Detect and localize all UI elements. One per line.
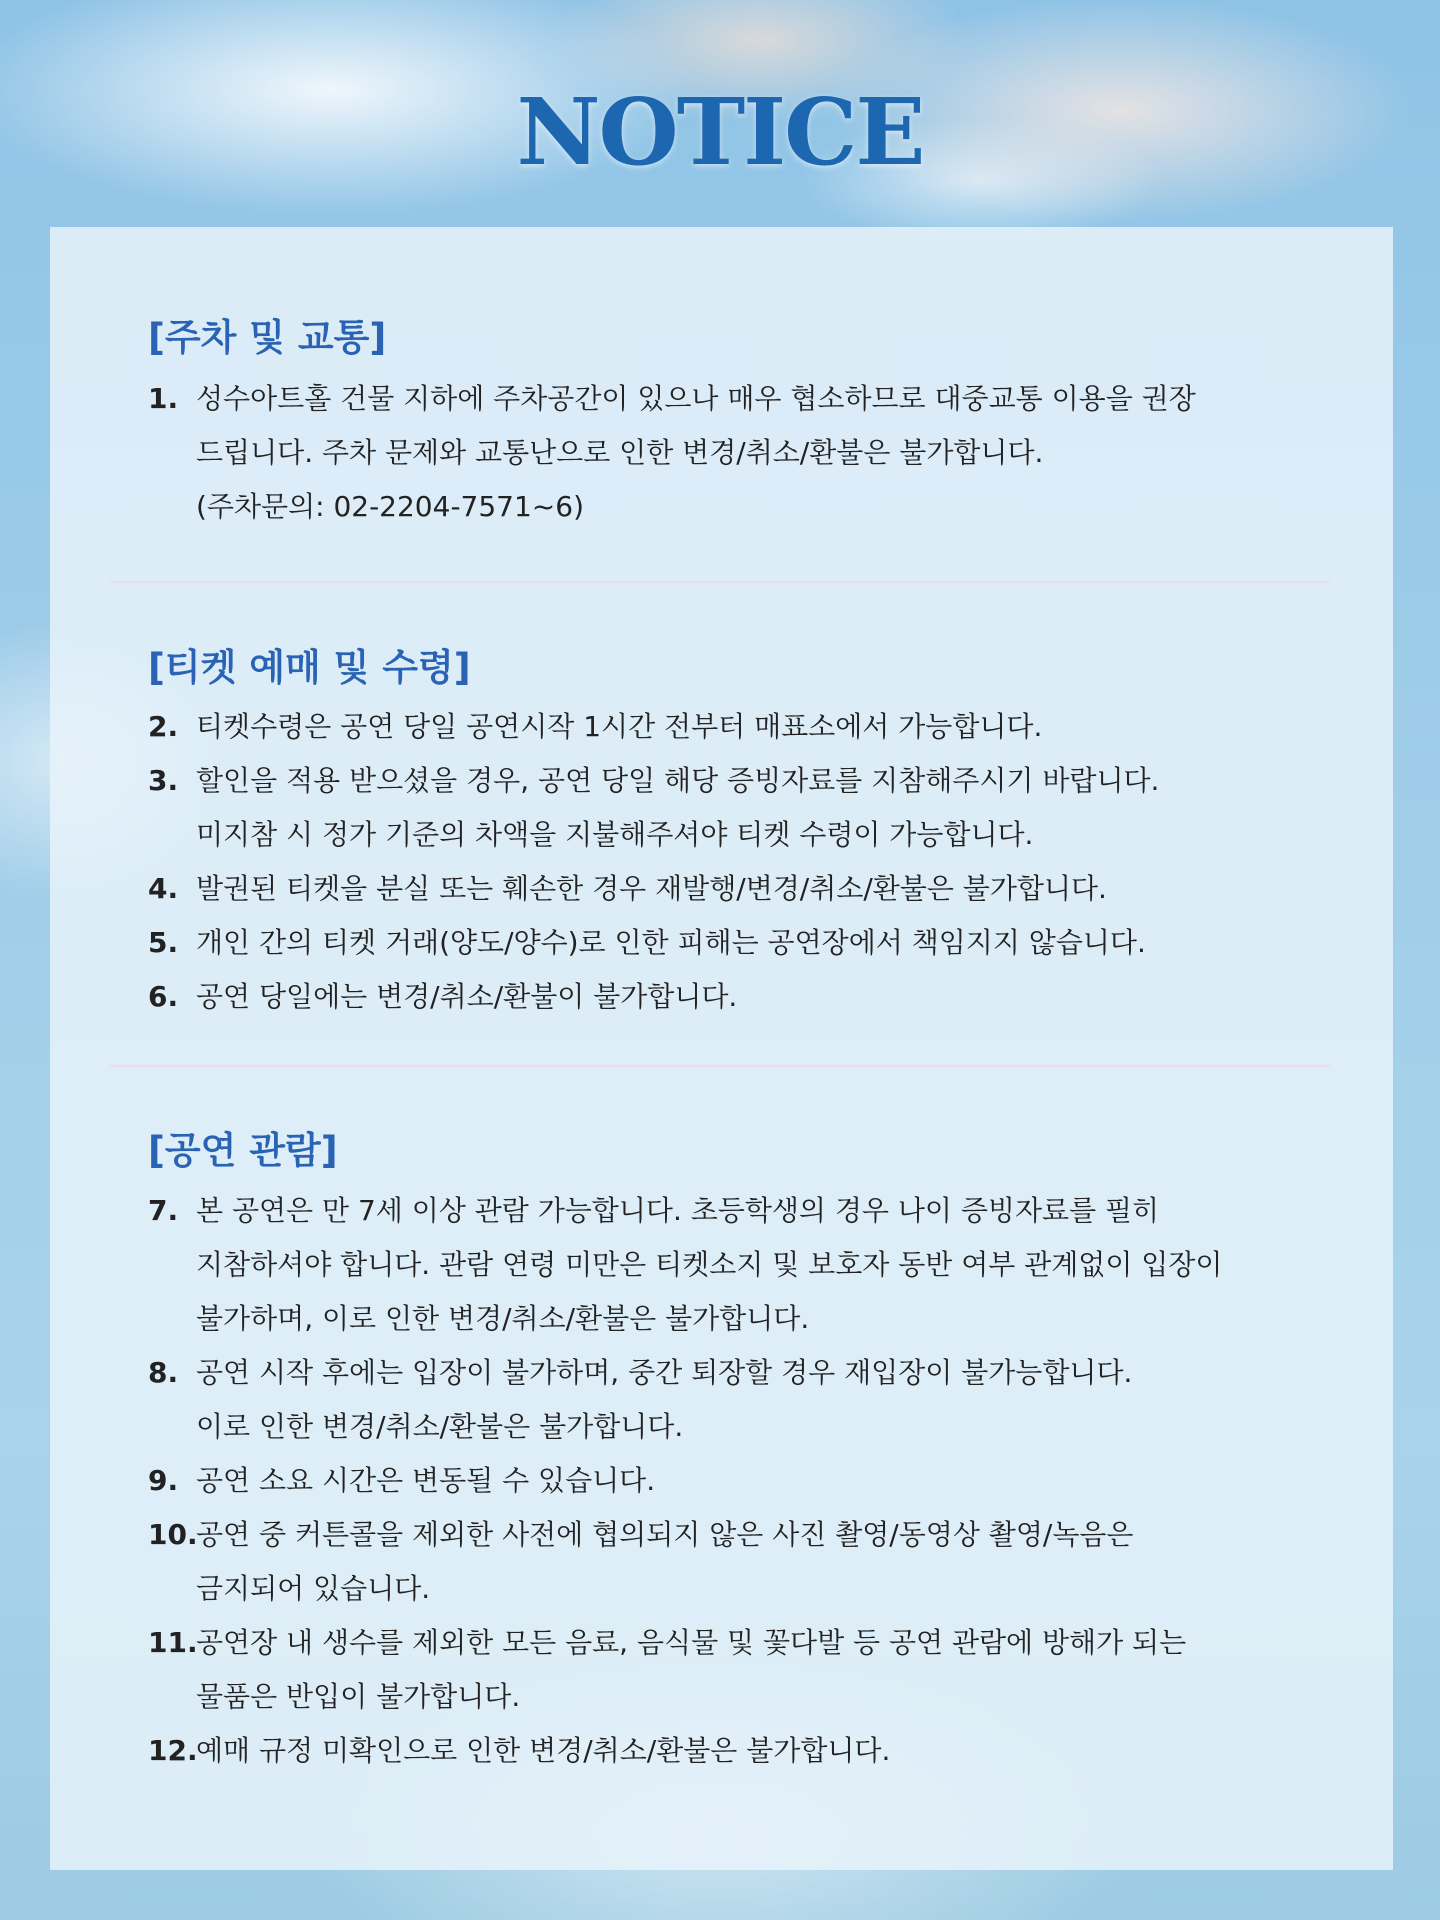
item-text: 공연장 내 생수를 제외한 모든 음료, 음식물 및 꽃다발 등 공연 관람에 방해가 되는: [196, 1626, 1187, 1659]
notice-item-9: [148, 1454, 655, 1508]
notice-item-7: [148, 1184, 1222, 1346]
item-text: (주차문의: 02-2204-7571~6): [196, 490, 585, 523]
item-text: 공연 소요 시간은 변동될 수 있습니다.: [196, 1464, 656, 1497]
notice-item-10: [148, 1508, 1133, 1616]
item-number: 12.: [148, 1734, 198, 1767]
notice-card: [50, 227, 1393, 1870]
item-number: 9.: [148, 1464, 179, 1497]
notice-item-12: [148, 1724, 890, 1778]
notice-item-4: [148, 862, 1107, 916]
item-text: 성수아트홀 건물 지하에 주차공간이 있으나 매우 협소하므로 대중교통 이용을 권장: [196, 382, 1196, 415]
notice-item-1: [148, 372, 1196, 534]
item-text: 불가하며, 이로 인한 변경/취소/환불은 불가합니다.: [196, 1302, 810, 1335]
item-text: 발권된 티켓을 분실 또는 훼손한 경우 재발행/변경/취소/환불은 불가합니다.: [196, 872, 1107, 905]
notice-item-11: [148, 1616, 1186, 1724]
item-text: 공연 중 커튼콜을 제외한 사전에 협의되지 않은 사진 촬영/동영상 촬영/녹음은: [196, 1518, 1134, 1551]
item-text: 미지참 시 정가 기준의 차액을 지불해주셔야 티켓 수령이 가능합니다.: [196, 818, 1034, 851]
item-text: 공연 당일에는 변경/취소/환불이 불가합니다.: [196, 980, 738, 1013]
item-number: 1.: [148, 382, 179, 415]
section-divider: [110, 581, 1330, 583]
item-number: 4.: [148, 872, 179, 905]
item-text: 드립니다. 주차 문제와 교통난으로 인한 변경/취소/환불은 불가합니다.: [196, 436, 1044, 469]
item-number: 3.: [148, 764, 179, 797]
section-divider: [110, 1065, 1330, 1067]
notice-title: NOTICE: [516, 78, 924, 186]
section-heading-viewing: [공연 관람]: [148, 1129, 338, 1172]
item-number: 11.: [148, 1626, 198, 1659]
item-text: 물품은 반입이 불가합니다.: [196, 1680, 521, 1713]
item-text: 본 공연은 만 7세 이상 관람 가능합니다. 초등학생의 경우 나이 증빙자료를 필히: [196, 1194, 1160, 1227]
item-text: 티켓수령은 공연 당일 공연시작 1시간 전부터 매표소에서 가능합니다.: [196, 710, 1043, 743]
item-number: 2.: [148, 710, 179, 743]
item-number: 10.: [148, 1518, 198, 1551]
item-number: 5.: [148, 926, 179, 959]
item-number: 8.: [148, 1356, 179, 1389]
notice-item-5: [148, 916, 1146, 970]
item-number: 6.: [148, 980, 179, 1013]
section-heading-parking: [주차 및 교통]: [148, 316, 387, 359]
item-text: 예매 규정 미확인으로 인한 변경/취소/환불은 불가합니다.: [196, 1734, 891, 1767]
notice-item-6: [148, 970, 737, 1024]
item-text: 금지되어 있습니다.: [196, 1572, 431, 1605]
item-text: 공연 시작 후에는 입장이 불가하며, 중간 퇴장할 경우 재입장이 불가능합니다.: [196, 1356, 1133, 1389]
item-number: 7.: [148, 1194, 179, 1227]
notice-item-8: [148, 1346, 1132, 1454]
notice-item-2: [148, 700, 1042, 754]
item-text: 할인을 적용 받으셨을 경우, 공연 당일 해당 증빙자료를 지참해주시기 바랍니다.: [196, 764, 1160, 797]
item-text: 개인 간의 티켓 거래(양도/양수)로 인한 피해는 공연장에서 책임지지 않습니다.: [196, 926, 1146, 959]
item-text: 지참하셔야 합니다. 관람 연령 미만은 티켓소지 및 보호자 동반 여부 관계없이 입장이: [196, 1248, 1223, 1281]
notice-item-3: [148, 754, 1159, 862]
section-heading-ticket: [티켓 예매 및 수령]: [148, 646, 471, 689]
item-text: 이로 인한 변경/취소/환불은 불가합니다.: [196, 1410, 684, 1443]
